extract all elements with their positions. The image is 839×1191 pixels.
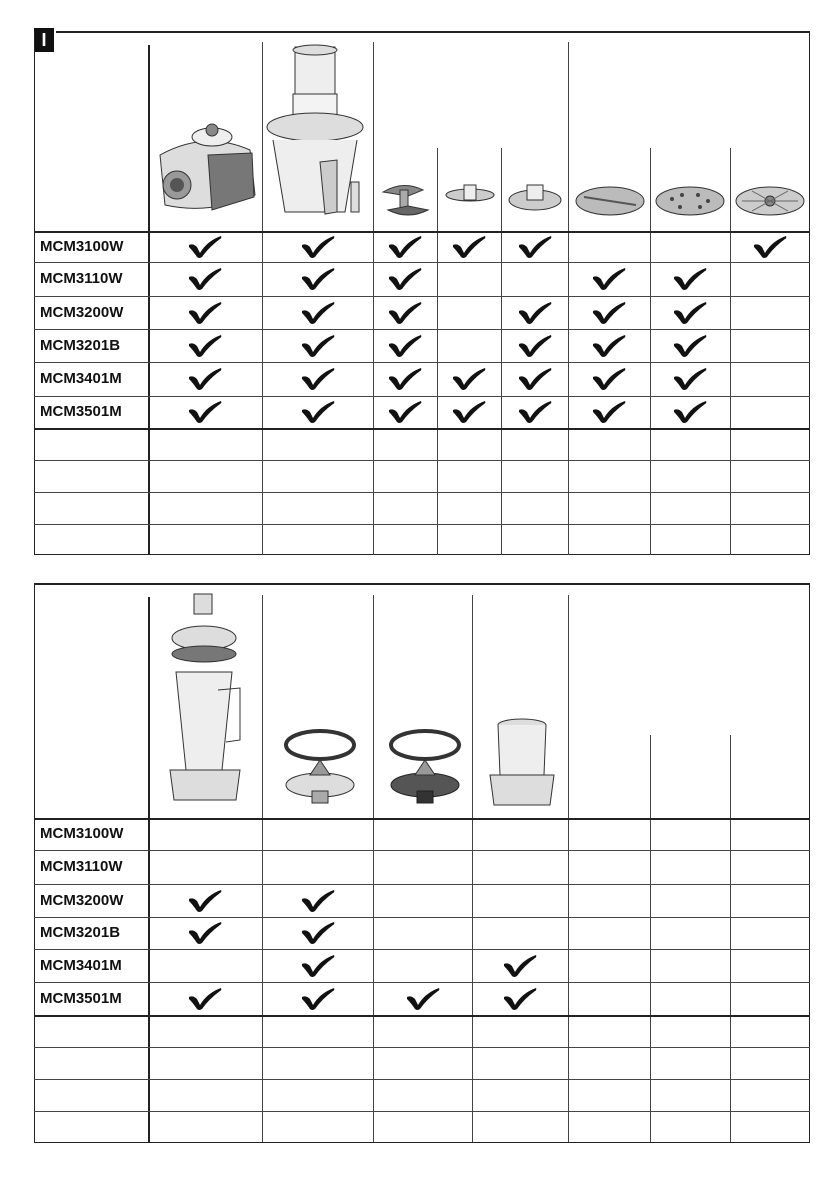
checkmark-icon — [517, 334, 553, 358]
row-divider — [34, 460, 810, 461]
row-divider — [34, 296, 810, 297]
row-divider — [34, 231, 810, 233]
column-divider — [501, 148, 502, 555]
checkmark-icon — [451, 400, 487, 424]
model-label: MCM3401M — [40, 370, 122, 387]
processing-bowl-image — [265, 42, 370, 222]
row-divider — [34, 1111, 810, 1112]
checkmark-icon — [387, 267, 423, 291]
shredding-disc-image — [652, 183, 728, 219]
checkmark-icon — [517, 367, 553, 391]
checkmark-icon — [187, 267, 223, 291]
model-label: MCM3200W — [40, 303, 124, 321]
checkmark-icon — [300, 367, 336, 391]
checkmark-icon — [387, 235, 423, 259]
checkmark-icon — [187, 400, 223, 424]
checkmark-icon — [387, 400, 423, 424]
checkmark-icon — [387, 367, 423, 391]
row-divider — [34, 884, 810, 885]
checkmark-icon — [387, 301, 423, 325]
column-divider — [148, 597, 150, 1142]
checkmark-icon — [187, 334, 223, 358]
row-divider — [34, 396, 810, 397]
checkmark-icon — [591, 267, 627, 291]
checkmark-icon — [300, 235, 336, 259]
row-divider — [34, 818, 810, 820]
checkmark-icon — [187, 889, 223, 913]
column-divider — [568, 42, 569, 555]
checkmark-icon — [752, 235, 788, 259]
blade-insert-dark-image — [385, 725, 465, 810]
checkmark-icon — [300, 267, 336, 291]
checkmark-icon — [187, 921, 223, 945]
row-divider — [34, 982, 810, 983]
table-frame — [34, 31, 810, 555]
checkmark-icon — [517, 235, 553, 259]
blade-insert-light-image — [280, 725, 360, 810]
model-label: MCM3501M — [40, 403, 122, 420]
column-divider — [650, 148, 651, 555]
checkmark-icon — [187, 987, 223, 1011]
model-label: MCM3501M — [40, 989, 122, 1007]
model-label: MCM3100W — [40, 237, 124, 255]
model-label: MCM3200W — [40, 891, 124, 909]
row-divider — [34, 949, 810, 950]
column-divider — [568, 595, 569, 1142]
checkmark-icon — [300, 334, 336, 358]
whisk-disc-image — [505, 180, 565, 215]
model-label: MCM3110W — [40, 270, 123, 287]
model-label: MCM3100W — [40, 825, 124, 842]
model-label: MCM3110W — [40, 858, 123, 875]
row-divider — [34, 1079, 810, 1080]
column-divider — [262, 595, 263, 1142]
table-frame — [34, 583, 810, 1143]
slicing-disc-image — [572, 183, 648, 219]
column-divider — [650, 735, 651, 1142]
row-divider — [34, 850, 810, 851]
checkmark-icon — [672, 301, 708, 325]
row-divider — [34, 329, 810, 330]
row-divider — [34, 1047, 810, 1048]
checkmark-icon — [300, 889, 336, 913]
checkmark-icon — [502, 954, 538, 978]
checkmark-icon — [591, 367, 627, 391]
column-divider — [373, 595, 374, 1142]
row-divider — [34, 362, 810, 363]
model-label: MCM3401M — [40, 956, 122, 974]
row-divider — [34, 524, 810, 525]
column-divider — [730, 735, 731, 1142]
checkmark-icon — [300, 301, 336, 325]
checkmark-icon — [187, 301, 223, 325]
row-divider — [34, 917, 810, 918]
column-divider — [472, 595, 473, 1142]
checkmark-icon — [672, 400, 708, 424]
checkmark-icon — [187, 367, 223, 391]
checkmark-icon — [591, 334, 627, 358]
checkmark-icon — [300, 954, 336, 978]
checkmark-icon — [591, 301, 627, 325]
checkmark-icon — [451, 235, 487, 259]
checkmark-icon — [591, 400, 627, 424]
checkmark-icon — [672, 367, 708, 391]
checkmark-icon — [672, 334, 708, 358]
model-label: MCM3201B — [40, 336, 121, 354]
checkmark-icon — [300, 987, 336, 1011]
checkmark-icon — [517, 301, 553, 325]
column-divider — [262, 42, 263, 555]
knife-blade-image — [378, 180, 433, 220]
column-divider — [437, 148, 438, 555]
checkmark-icon — [451, 367, 487, 391]
checkmark-icon — [672, 267, 708, 291]
mini-chopper-image — [482, 715, 562, 810]
row-divider — [34, 262, 810, 263]
base-unit-image — [150, 115, 260, 220]
checkmark-icon — [300, 921, 336, 945]
checkmark-icon — [405, 987, 441, 1011]
grating-disc-image — [732, 183, 808, 219]
section-marker: I — [34, 28, 54, 52]
blender-jug-image — [160, 590, 250, 810]
row-divider — [34, 428, 810, 430]
row-divider — [34, 492, 810, 493]
checkmark-icon — [300, 400, 336, 424]
checkmark-icon — [517, 400, 553, 424]
checkmark-icon — [502, 987, 538, 1011]
row-divider — [34, 1015, 810, 1017]
column-divider — [730, 148, 731, 555]
checkmark-icon — [387, 334, 423, 358]
dough-tool-image — [442, 180, 497, 210]
model-label: MCM3201B — [40, 924, 121, 941]
column-divider — [373, 42, 374, 555]
checkmark-icon — [187, 235, 223, 259]
column-divider — [148, 45, 150, 555]
